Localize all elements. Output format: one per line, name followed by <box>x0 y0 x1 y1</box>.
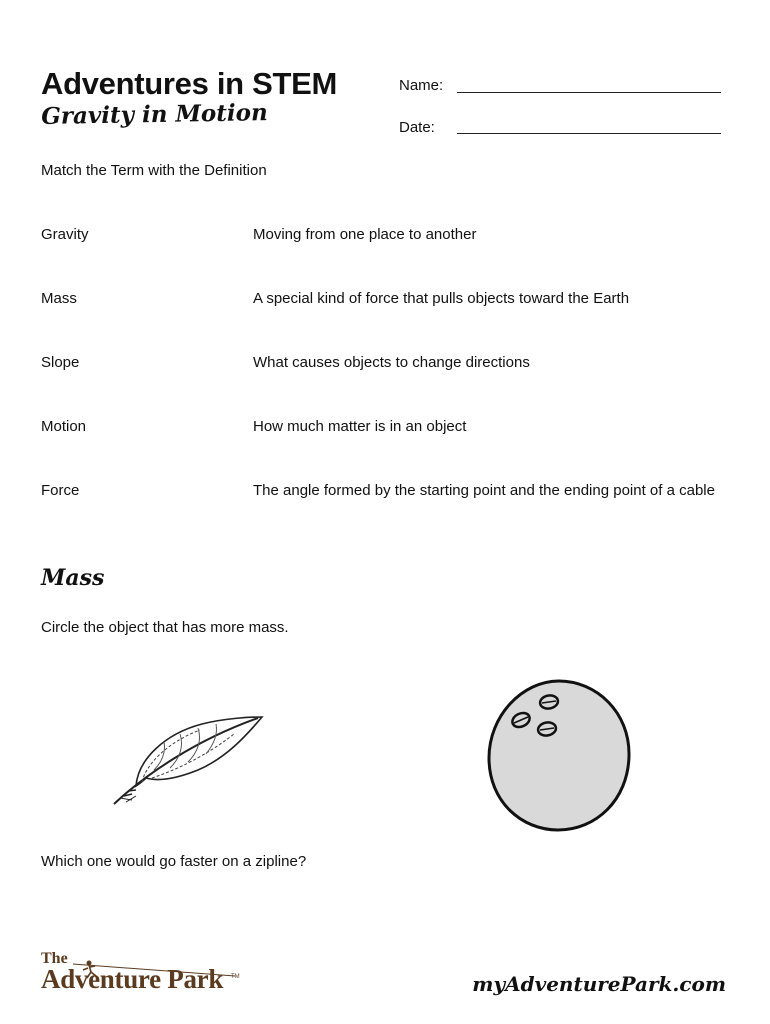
worksheet-title: Adventures in STEM <box>41 66 338 101</box>
mass-instruction: Circle the object that has more mass. <box>41 619 289 636</box>
term-mass: Mass <box>41 290 77 307</box>
worksheet-subtitle: Gravity in Motion <box>41 99 268 130</box>
name-label: Name: <box>399 77 444 94</box>
bowling-ball-icon[interactable] <box>484 678 634 834</box>
matching-instruction: Match the Term with the Definition <box>41 162 267 179</box>
website-url[interactable]: myAdventurePark.com <box>472 972 726 996</box>
date-label: Date: <box>399 119 435 136</box>
logo-name: Adventure Park <box>41 964 224 994</box>
definition-2: A special kind of force that pulls objects toward the Earth <box>253 290 630 307</box>
definition-5: The angle formed by the starting point and the ending point of a cable <box>253 482 715 499</box>
mass-heading: Mass <box>41 565 105 591</box>
date-field-line[interactable] <box>457 133 721 134</box>
definition-1: Moving from one place to another <box>253 226 477 243</box>
term-force: Force <box>41 482 80 499</box>
name-field-line[interactable] <box>457 92 721 93</box>
definition-3: What causes objects to change directions <box>253 354 530 371</box>
term-gravity: Gravity <box>41 226 89 243</box>
zipline-question: Which one would go faster on a zipline? <box>41 853 307 870</box>
feather-icon[interactable] <box>106 712 266 812</box>
definition-4: How much matter is in an object <box>253 418 467 435</box>
logo-trademark: TM <box>231 974 240 980</box>
term-slope: Slope <box>41 354 80 371</box>
logo-the: The <box>41 950 68 967</box>
term-motion: Motion <box>41 418 87 435</box>
